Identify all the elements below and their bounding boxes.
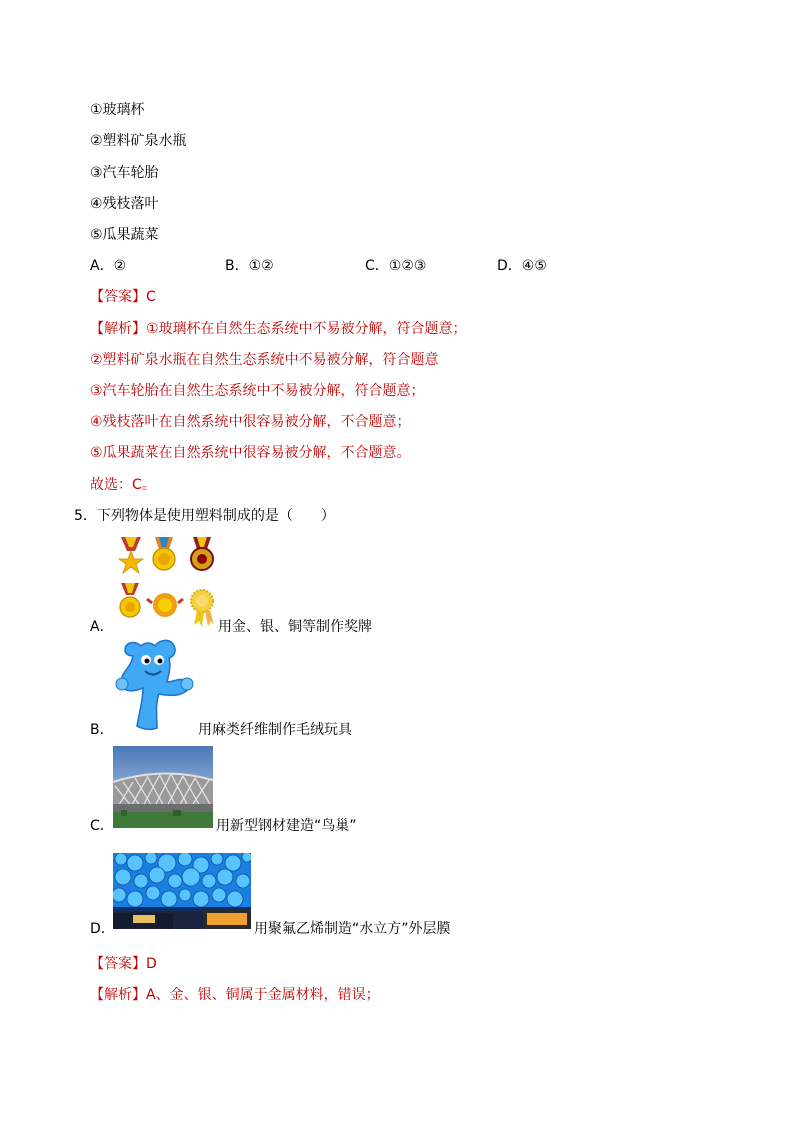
- option-b-letter: B．: [90, 722, 114, 738]
- option-d-letter: D．: [90, 921, 115, 937]
- analysis-5-line-1: 【解析】A、金、银、铜属于金属材料，错误；: [90, 987, 380, 1003]
- analysis-line-4: ④残枝落叶在自然系统中很容易被分解，不合题意；: [90, 414, 411, 430]
- option-a-letter: A．: [90, 619, 114, 635]
- answer-label: 【答案】C: [90, 289, 156, 305]
- choice-b: B．①②: [225, 258, 274, 274]
- choice-a: A．②: [90, 258, 127, 274]
- analysis-line-2: ②塑料矿泉水瓶在自然生态系统中不易被分解，符合题意: [90, 352, 439, 368]
- analysis-line-1: 【解析】①玻璃杯在自然生态系统中不易被分解，符合题意；: [90, 321, 467, 337]
- item-1: ①玻璃杯: [90, 102, 145, 118]
- choice-d: D．④⑤: [497, 258, 547, 274]
- item-4: ④残枝落叶: [90, 196, 159, 212]
- birds-nest-image: [113, 746, 213, 828]
- mascot-image: [113, 638, 196, 739]
- answer-5-label: 【答案】D: [90, 956, 157, 972]
- item-5: ⑤瓜果蔬菜: [90, 227, 159, 243]
- item-3: ③汽车轮胎: [90, 165, 159, 181]
- conclusion: 故选：C。: [90, 477, 156, 493]
- item-2: ②塑料矿泉水瓶: [90, 133, 187, 149]
- question-5: 5．下列物体是使用塑料制成的是（ ）: [74, 508, 335, 524]
- option-a-caption: 用金、银、铜等制作奖牌: [218, 619, 372, 635]
- option-b-caption: 用麻类纤维制作毛绒玩具: [198, 722, 352, 738]
- water-cube-image: [113, 853, 251, 929]
- option-c-letter: C．: [90, 818, 114, 834]
- choice-c: C．①②③: [365, 258, 427, 274]
- option-d-caption: 用聚氟乙烯制造“水立方”外层膜: [254, 921, 451, 937]
- medals-image: [113, 535, 217, 627]
- option-c-caption: 用新型钢材建造“鸟巢”: [216, 818, 357, 834]
- analysis-line-5: ⑤瓜果蔬菜在自然系统中很容易被分解，不合题意。: [90, 445, 411, 461]
- analysis-line-3: ③汽车轮胎在自然生态系统中不易被分解，符合题意；: [90, 383, 425, 399]
